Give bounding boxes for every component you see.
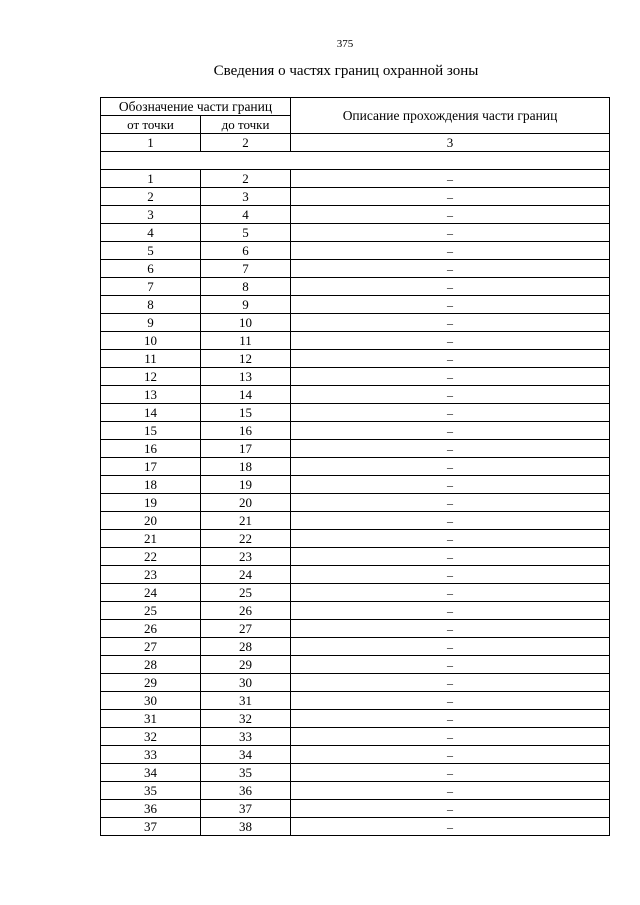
- description-cell: –: [291, 638, 610, 656]
- to-point-cell: 18: [201, 458, 291, 476]
- to-point-cell: 22: [201, 530, 291, 548]
- from-point-cell: 32: [101, 728, 201, 746]
- to-point-cell: 16: [201, 422, 291, 440]
- to-point-cell: 28: [201, 638, 291, 656]
- from-point-cell: 20: [101, 512, 201, 530]
- table-row: [101, 710, 610, 728]
- table-row: [101, 440, 610, 458]
- table-row: [101, 548, 610, 566]
- to-point-cell: 8: [201, 278, 291, 296]
- to-point-cell: 15: [201, 404, 291, 422]
- column-number-cell: 3: [291, 134, 610, 152]
- from-point-cell: 9: [101, 314, 201, 332]
- to-point-cell: 17: [201, 440, 291, 458]
- from-point-cell: 10: [101, 332, 201, 350]
- from-point-cell: 2: [101, 188, 201, 206]
- table-row: [101, 746, 610, 764]
- table-row: [101, 386, 610, 404]
- from-point-cell: 19: [101, 494, 201, 512]
- table-row: [101, 350, 610, 368]
- from-point-cell: 34: [101, 764, 201, 782]
- table-row: [101, 260, 610, 278]
- to-point-cell: 14: [201, 386, 291, 404]
- to-point-cell: 21: [201, 512, 291, 530]
- to-point-cell: 38: [201, 818, 291, 836]
- header-from-point: от точки: [101, 116, 201, 134]
- description-cell: –: [291, 476, 610, 494]
- description-cell: –: [291, 368, 610, 386]
- to-point-cell: 5: [201, 224, 291, 242]
- description-cell: –: [291, 620, 610, 638]
- boundary-parts-table: [100, 97, 610, 836]
- description-cell: –: [291, 314, 610, 332]
- description-cell: –: [291, 332, 610, 350]
- table-row: [101, 782, 610, 800]
- table-row: [101, 170, 610, 188]
- column-number-row: [101, 134, 610, 152]
- to-point-cell: 26: [201, 602, 291, 620]
- from-point-cell: 8: [101, 296, 201, 314]
- description-cell: –: [291, 206, 610, 224]
- to-point-cell: 24: [201, 566, 291, 584]
- description-cell: –: [291, 764, 610, 782]
- table-row: [101, 242, 610, 260]
- table-row: [101, 422, 610, 440]
- table-row: [101, 620, 610, 638]
- to-point-cell: 34: [201, 746, 291, 764]
- description-cell: –: [291, 746, 610, 764]
- description-cell: –: [291, 656, 610, 674]
- from-point-cell: 11: [101, 350, 201, 368]
- from-point-cell: 7: [101, 278, 201, 296]
- from-point-cell: 30: [101, 692, 201, 710]
- document-title: Сведения о частях границ охранной зоны: [213, 63, 479, 79]
- description-cell: –: [291, 530, 610, 548]
- to-point-cell: 31: [201, 692, 291, 710]
- from-point-cell: 25: [101, 602, 201, 620]
- description-cell: –: [291, 386, 610, 404]
- column-number-cell: 2: [201, 134, 291, 152]
- description-cell: –: [291, 728, 610, 746]
- to-point-cell: 9: [201, 296, 291, 314]
- description-cell: –: [291, 800, 610, 818]
- from-point-cell: 17: [101, 458, 201, 476]
- table-row: [101, 224, 610, 242]
- to-point-cell: 4: [201, 206, 291, 224]
- from-point-cell: 36: [101, 800, 201, 818]
- table-row: [101, 404, 610, 422]
- table-row: [101, 602, 610, 620]
- table-row: [101, 512, 610, 530]
- from-point-cell: 28: [101, 656, 201, 674]
- from-point-cell: 29: [101, 674, 201, 692]
- table-row: [101, 764, 610, 782]
- table-row: [101, 458, 610, 476]
- from-point-cell: 6: [101, 260, 201, 278]
- description-cell: –: [291, 566, 610, 584]
- table-row: [101, 368, 610, 386]
- header-boundary-designation: Обозначение части границ: [101, 98, 291, 116]
- table-row: [101, 476, 610, 494]
- to-point-cell: 36: [201, 782, 291, 800]
- header-description: Описание прохождения части границ: [291, 98, 610, 134]
- table-row: [101, 656, 610, 674]
- table-row: [101, 530, 610, 548]
- to-point-cell: 2: [201, 170, 291, 188]
- to-point-cell: 13: [201, 368, 291, 386]
- table-row: [101, 728, 610, 746]
- header-to-point: до точки: [201, 116, 291, 134]
- from-point-cell: 22: [101, 548, 201, 566]
- table-row: [101, 314, 610, 332]
- description-cell: –: [291, 548, 610, 566]
- description-cell: –: [291, 260, 610, 278]
- from-point-cell: 18: [101, 476, 201, 494]
- to-point-cell: 20: [201, 494, 291, 512]
- table-row: [101, 584, 610, 602]
- from-point-cell: 13: [101, 386, 201, 404]
- description-cell: –: [291, 512, 610, 530]
- from-point-cell: 14: [101, 404, 201, 422]
- table-row: [101, 332, 610, 350]
- page-number: 375: [336, 38, 354, 50]
- to-point-cell: 27: [201, 620, 291, 638]
- table-row: [101, 188, 610, 206]
- description-cell: –: [291, 458, 610, 476]
- description-cell: –: [291, 584, 610, 602]
- description-cell: –: [291, 692, 610, 710]
- table-row: [101, 278, 610, 296]
- description-cell: –: [291, 404, 610, 422]
- from-point-cell: 12: [101, 368, 201, 386]
- table-row: [101, 818, 610, 836]
- table-row: [101, 638, 610, 656]
- description-cell: –: [291, 242, 610, 260]
- table-row: [101, 674, 610, 692]
- table-row: [101, 692, 610, 710]
- section-spacer-cell: [101, 152, 610, 170]
- from-point-cell: 35: [101, 782, 201, 800]
- to-point-cell: 35: [201, 764, 291, 782]
- to-point-cell: 29: [201, 656, 291, 674]
- to-point-cell: 37: [201, 800, 291, 818]
- to-point-cell: 7: [201, 260, 291, 278]
- table-row: [101, 206, 610, 224]
- from-point-cell: 37: [101, 818, 201, 836]
- description-cell: –: [291, 350, 610, 368]
- from-point-cell: 1: [101, 170, 201, 188]
- table-row: [101, 566, 610, 584]
- description-cell: –: [291, 602, 610, 620]
- description-cell: –: [291, 188, 610, 206]
- from-point-cell: 23: [101, 566, 201, 584]
- description-cell: –: [291, 782, 610, 800]
- from-point-cell: 16: [101, 440, 201, 458]
- from-point-cell: 15: [101, 422, 201, 440]
- to-point-cell: 32: [201, 710, 291, 728]
- table-row: [101, 494, 610, 512]
- from-point-cell: 33: [101, 746, 201, 764]
- table-row: [101, 800, 610, 818]
- from-point-cell: 4: [101, 224, 201, 242]
- from-point-cell: 21: [101, 530, 201, 548]
- to-point-cell: 23: [201, 548, 291, 566]
- to-point-cell: 3: [201, 188, 291, 206]
- section-spacer-row: [101, 152, 610, 170]
- description-cell: –: [291, 710, 610, 728]
- from-point-cell: 3: [101, 206, 201, 224]
- to-point-cell: 11: [201, 332, 291, 350]
- description-cell: –: [291, 674, 610, 692]
- column-number-cell: 1: [101, 134, 201, 152]
- description-cell: –: [291, 422, 610, 440]
- description-cell: –: [291, 224, 610, 242]
- from-point-cell: 31: [101, 710, 201, 728]
- description-cell: –: [291, 494, 610, 512]
- description-cell: –: [291, 440, 610, 458]
- to-point-cell: 10: [201, 314, 291, 332]
- from-point-cell: 27: [101, 638, 201, 656]
- to-point-cell: 33: [201, 728, 291, 746]
- to-point-cell: 25: [201, 584, 291, 602]
- description-cell: –: [291, 170, 610, 188]
- description-cell: –: [291, 296, 610, 314]
- description-cell: –: [291, 818, 610, 836]
- from-point-cell: 5: [101, 242, 201, 260]
- table-row: [101, 296, 610, 314]
- from-point-cell: 26: [101, 620, 201, 638]
- description-cell: –: [291, 278, 610, 296]
- to-point-cell: 19: [201, 476, 291, 494]
- to-point-cell: 12: [201, 350, 291, 368]
- to-point-cell: 6: [201, 242, 291, 260]
- from-point-cell: 24: [101, 584, 201, 602]
- to-point-cell: 30: [201, 674, 291, 692]
